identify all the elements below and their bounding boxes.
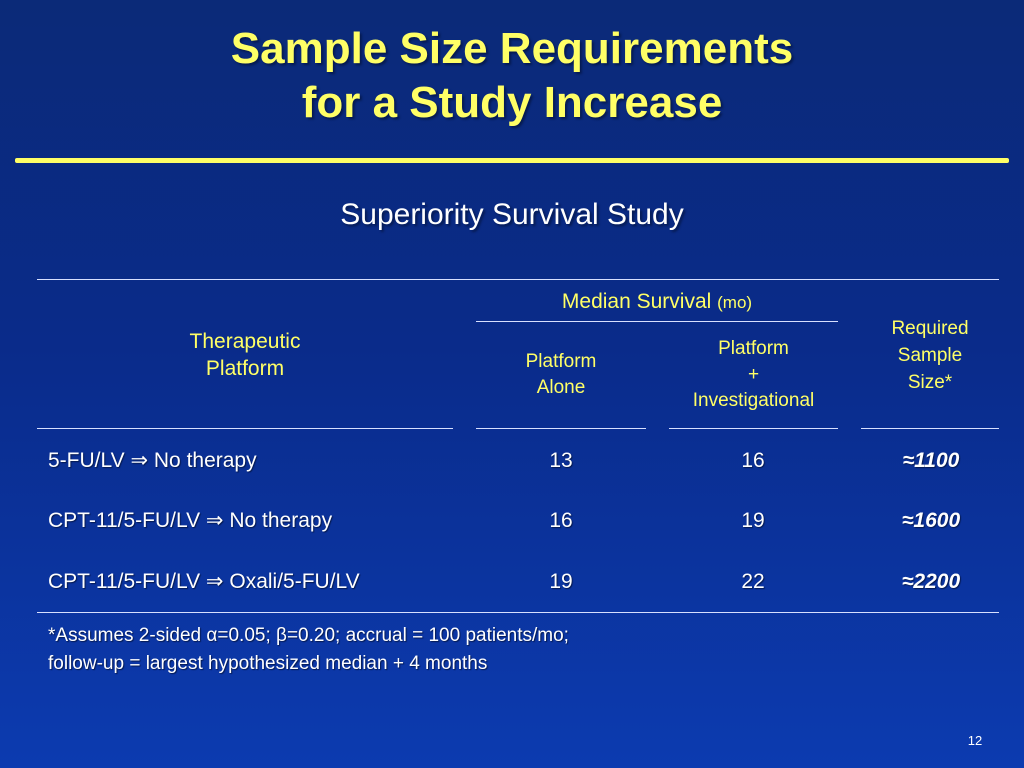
table-bottom-rule <box>37 612 999 613</box>
title-line-2: for a Study Increase <box>301 78 723 127</box>
header-platform-alone <box>476 349 646 401</box>
table-top-rule <box>37 279 999 280</box>
header-rule-sample-size <box>861 428 999 429</box>
header-invest-line-3: Investigational <box>692 390 815 411</box>
header-req-line-3: Size* <box>907 372 953 393</box>
median-survival-unit: (mo) <box>717 293 753 312</box>
row-2-sample-size: ≈1600 <box>901 509 961 532</box>
row-3-sample-size: ≈2200 <box>901 570 961 593</box>
row-1-investigational: 16 <box>741 449 765 472</box>
header-rule-alone <box>476 428 646 429</box>
header-invest-line-1: Platform <box>718 338 789 359</box>
row-1-sample-size: ≈1100 <box>902 449 960 472</box>
header-invest-line-2: + <box>747 364 760 385</box>
header-req-line-2: Sample <box>897 345 963 366</box>
row-2-platform: CPT-11/5-FU/LV ⇒ No therapy <box>48 509 333 532</box>
header-platform-line-2: Platform <box>205 357 285 380</box>
footnote-line-2: follow-up = largest hypothesized median + 4 months <box>48 653 488 674</box>
median-survival-underline <box>476 321 838 322</box>
page-number: 12 <box>967 733 983 748</box>
header-rule-platform <box>37 428 453 429</box>
title-divider <box>15 158 1009 163</box>
header-platform-investigational <box>654 336 853 414</box>
header-alone-line-1: Platform <box>525 351 597 372</box>
header-required-sample-size <box>861 315 999 396</box>
row-2-platform-alone: 16 <box>549 509 573 532</box>
header-alone-line-2: Alone <box>536 377 586 398</box>
median-survival-label: Median Survival <box>561 290 712 313</box>
row-3-investigational: 22 <box>741 570 765 593</box>
header-req-line-1: Required <box>891 318 969 339</box>
row-2-investigational: 19 <box>741 509 765 532</box>
footnote-line-1: *Assumes 2-sided α=0.05; β=0.20; accrual = 100 patients/mo; <box>48 625 569 646</box>
header-therapeutic-platform <box>145 328 345 382</box>
row-1-platform: 5-FU/LV ⇒ No therapy <box>48 449 257 472</box>
header-rule-investigational <box>669 428 838 429</box>
row-1-platform-alone: 13 <box>549 449 573 472</box>
slide-title <box>0 22 1024 130</box>
slide-subtitle: Superiority Survival Study <box>340 198 684 231</box>
header-median-survival <box>476 288 838 316</box>
title-line-1: Sample Size Requirements <box>230 24 794 73</box>
row-3-platform: CPT-11/5-FU/LV ⇒ Oxali/5-FU/LV <box>48 570 360 593</box>
header-platform-line-1: Therapeutic <box>189 330 301 353</box>
row-3-platform-alone: 19 <box>549 570 573 593</box>
footnote <box>48 622 569 678</box>
